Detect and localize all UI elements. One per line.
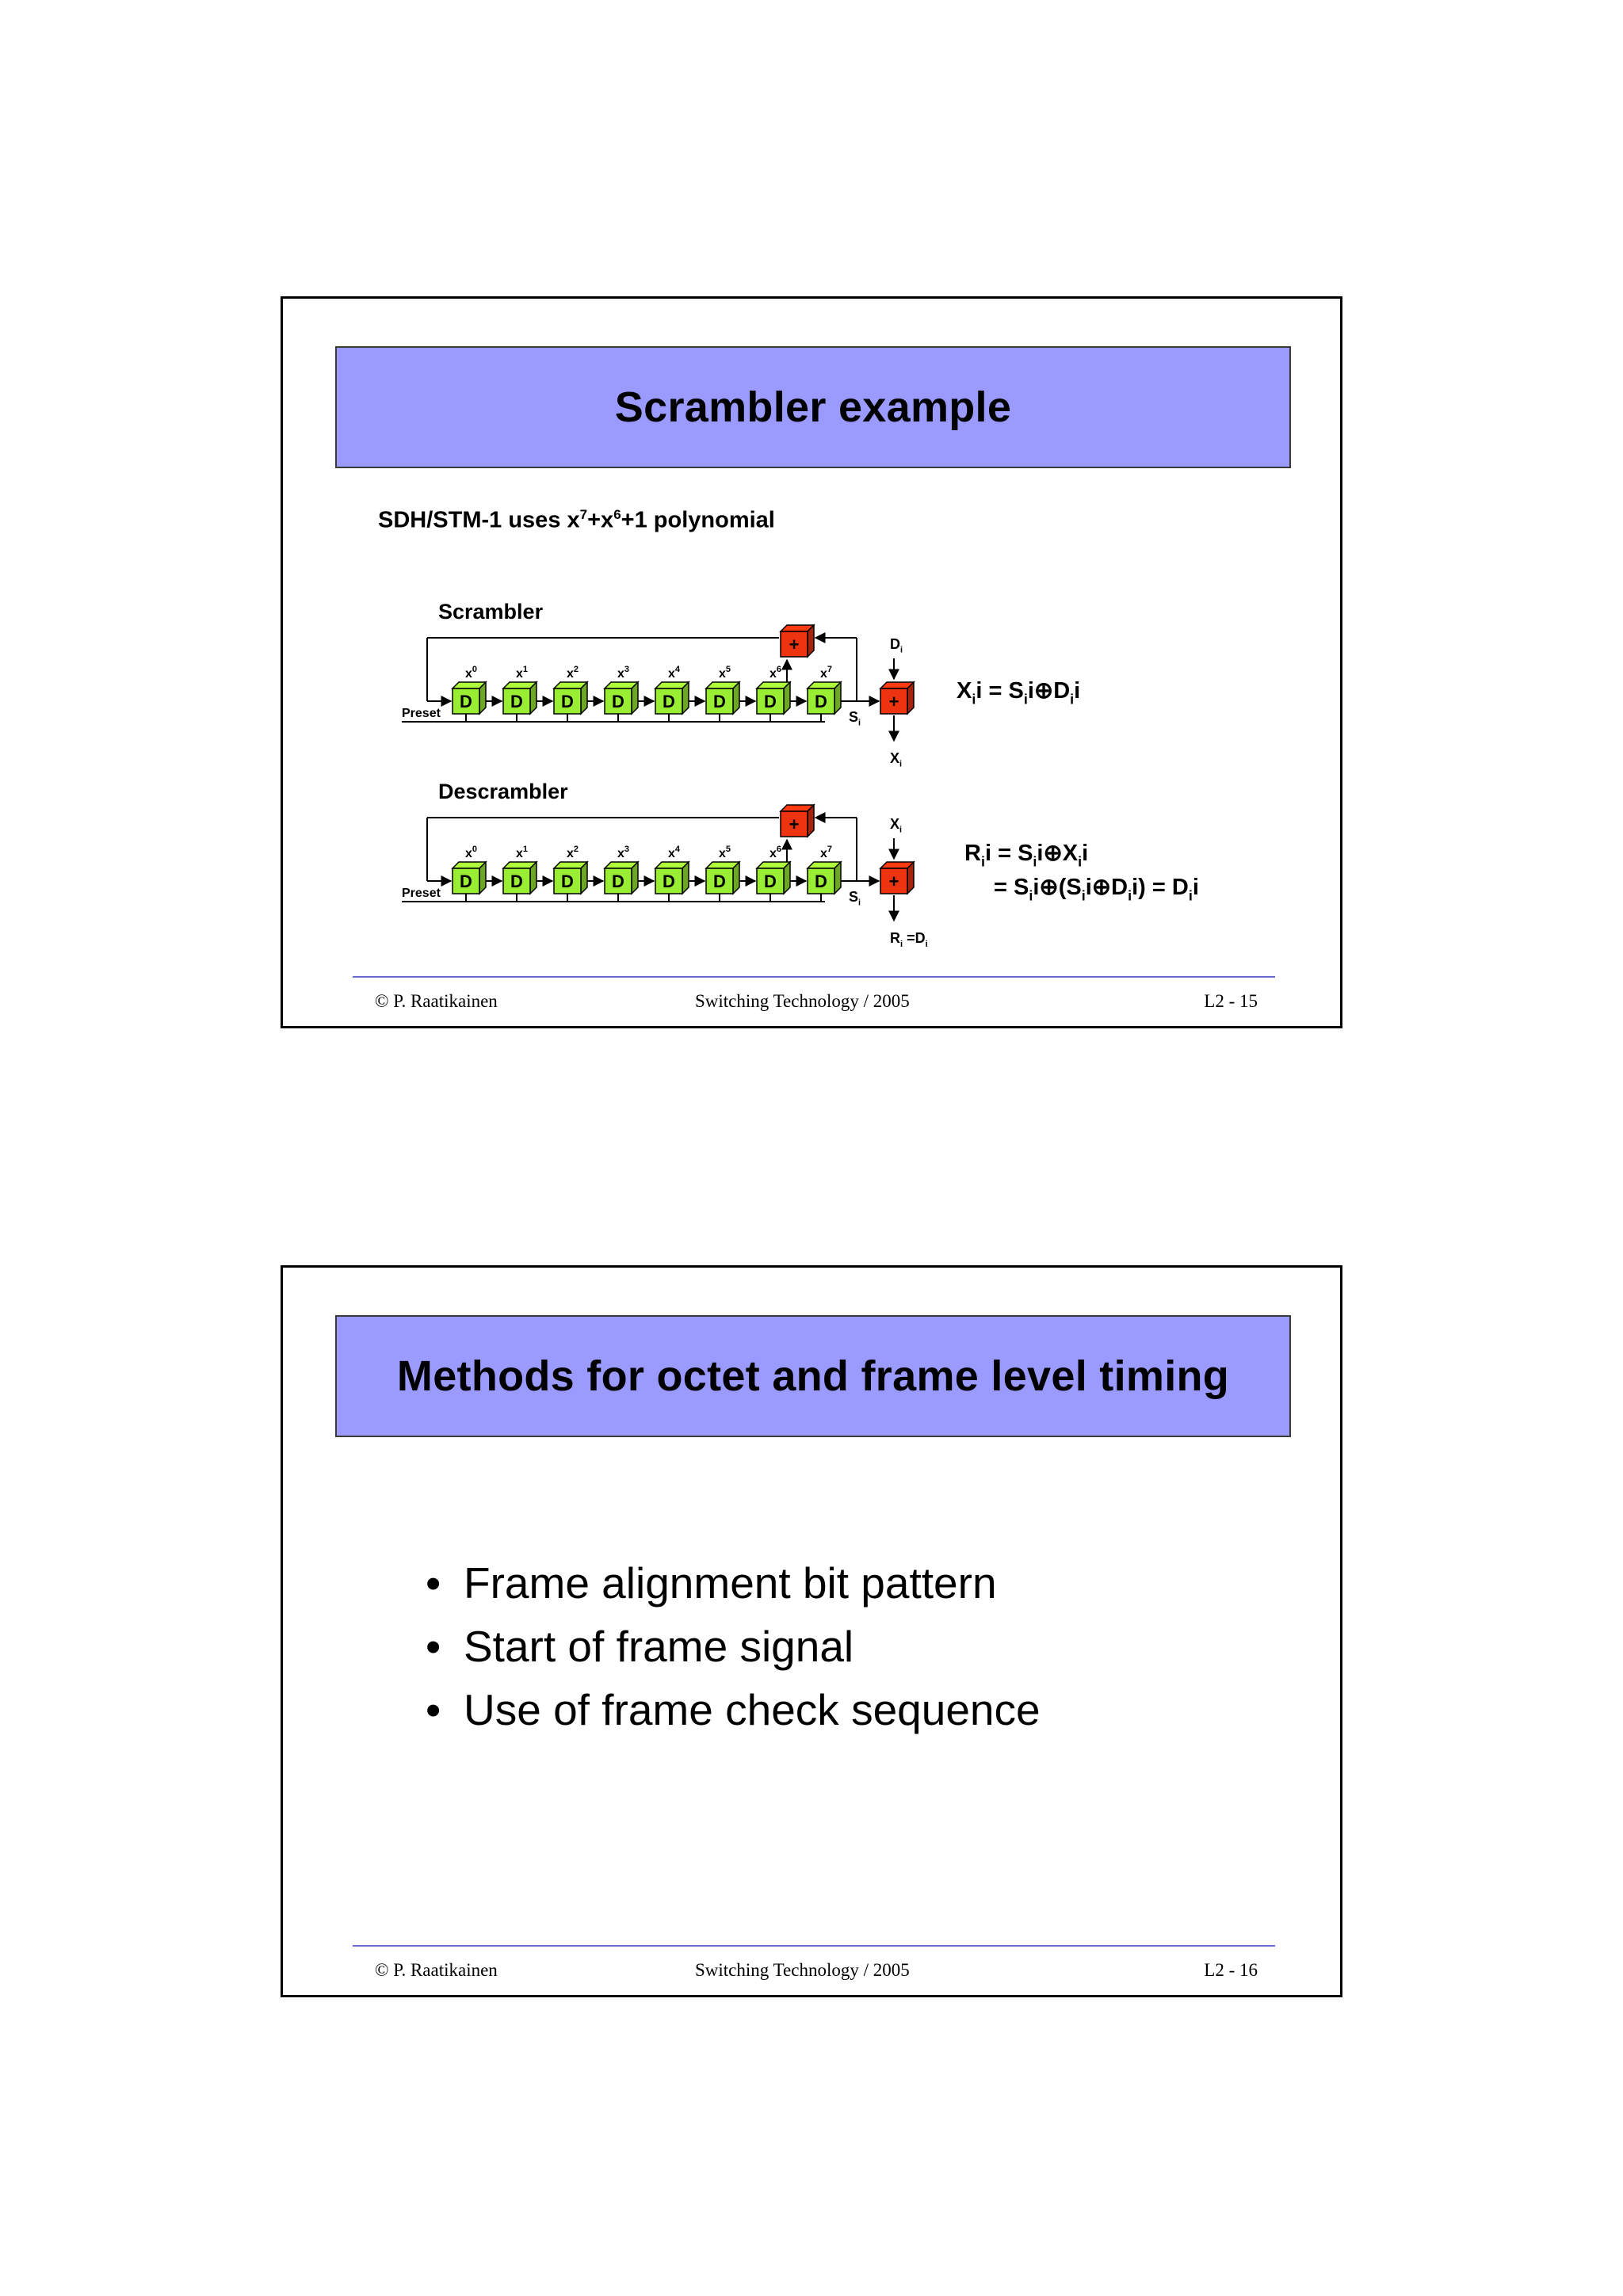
descrambler-register-0-label: D (460, 871, 472, 891)
descrambler-tap-label-7: $x^7$ (820, 845, 833, 860)
descrambler-tap-label-3: $x^3$ (617, 845, 630, 860)
scrambler-register-1-label: D (510, 692, 523, 711)
footer-page-number: L2 - 15 (1204, 991, 1258, 1011)
descrambler-register-3-side (632, 862, 638, 894)
list-item (426, 1615, 1041, 1678)
scrambler-feedback-xor-label: + (789, 635, 800, 654)
list-item (426, 1551, 1041, 1615)
descrambler-register-4-side (682, 862, 689, 894)
descrambler-tap-label-6: $x^6$ (769, 845, 782, 860)
descrambler-register-2-label: D (561, 871, 574, 891)
scrambler-descrambler-diagram (283, 299, 1345, 1031)
scrambler-input-label: $D_i$ (890, 636, 903, 655)
descrambler-register-6 (757, 862, 790, 894)
descrambler-register-7 (808, 862, 841, 894)
scrambler-register-3-label: D (612, 692, 624, 711)
bullet-icon: • (426, 1558, 441, 1608)
scrambler-register-5 (706, 682, 739, 714)
descrambler-output-xor-side (907, 862, 914, 894)
descrambler-output-xor (880, 862, 914, 894)
scrambler-tap-label-7: $x^7$ (820, 665, 833, 681)
scrambler-register-6-label: D (764, 692, 777, 711)
footer-course: Switching Technology / 2005 (695, 991, 910, 1011)
descrambler-register-3-label: D (612, 871, 624, 891)
descrambler-register-6-label: D (764, 871, 777, 891)
scrambler-tap-label-5: $x^5$ (719, 665, 731, 681)
descrambler-sequence-label: $S_i$ (849, 889, 861, 908)
scrambler-register-4-label: D (663, 692, 675, 711)
scrambler-tap-label-2: $x^2$ (567, 665, 579, 681)
descrambler-tap-label-2: $x^2$ (567, 845, 579, 860)
scrambler-register-1 (503, 682, 537, 714)
slide-scrambler-example (281, 296, 1342, 1028)
descrambler-register-1-label: D (510, 871, 523, 891)
scrambler-tap-label-0: $x^0$ (465, 665, 478, 681)
scrambler-register-6-side (784, 682, 790, 714)
scrambler-register-2 (554, 682, 587, 714)
descrambler-feedback-xor-label: + (789, 814, 800, 834)
descrambler-register-5-label: D (713, 871, 726, 891)
bullet-list (426, 1551, 1041, 1741)
scrambler-register-5-label: D (713, 692, 726, 711)
bullet-text: Use of frame check sequence (464, 1685, 1041, 1734)
scrambler-register-2-side (581, 682, 587, 714)
polynomial-prefix: SDH/STM-1 uses x (378, 507, 580, 533)
footer-page-number: L2 - 16 (1204, 1960, 1258, 1980)
descrambler-register-2 (554, 862, 587, 894)
scrambler-register-0-side (479, 682, 486, 714)
footer-author: © P. Raatikainen (375, 991, 498, 1011)
scrambler-feedback-xor (781, 625, 814, 657)
bullet-text: Frame alignment bit pattern (464, 1558, 997, 1608)
scrambler-output-xor-side (907, 682, 914, 714)
list-item (426, 1678, 1041, 1741)
scrambler-feedback-xor-side (808, 625, 814, 657)
descrambler-register-1 (503, 862, 537, 894)
scrambler-tap-label-3: $x^3$ (617, 665, 630, 681)
descrambler-preset-label: Preset (402, 887, 441, 900)
descrambler-tap-label-4: $x^4$ (668, 845, 681, 860)
descrambler-register-1-side (530, 862, 537, 894)
polynomial-exponent-7: 7 (579, 507, 588, 522)
scrambler-register-4 (655, 682, 689, 714)
scrambler-output-label: $X_i$ (890, 750, 903, 769)
bullet-icon: • (426, 1685, 441, 1734)
descrambler-tap-label-5: $x^5$ (719, 845, 731, 860)
descrambler-tap-label-1: $x^1$ (516, 845, 529, 860)
bullet-icon: • (426, 1622, 441, 1671)
descrambler-register-2-side (581, 862, 587, 894)
scrambler-equation: $X_ii$ = $S_ii\oplus D_ii$ (957, 678, 1081, 707)
scrambler-tap-label-6: $x^6$ (769, 665, 782, 681)
descrambler-register-6-side (784, 862, 790, 894)
footer-divider (353, 976, 1275, 978)
scrambler-register-5-side (733, 682, 739, 714)
slide-title: Methods for octet and frame level timing (396, 1352, 1230, 1400)
scrambler-register-4-side (682, 682, 689, 714)
polynomial-exponent-6: 6 (613, 507, 621, 522)
scrambler-output-xor-label: + (888, 692, 899, 711)
descrambler-feedback-xor (781, 805, 814, 837)
scrambler-label: Scrambler (438, 600, 544, 624)
polynomial-mid: +x (587, 507, 614, 533)
scrambler-register-7 (808, 682, 841, 714)
scrambler-tap-label-1: $x^1$ (516, 665, 529, 681)
descrambler-register-3 (605, 862, 638, 894)
descrambler-output-xor-label: + (888, 871, 899, 891)
footer-course: Switching Technology / 2005 (695, 1960, 910, 1980)
slide-title: Scrambler example (614, 383, 1012, 431)
descrambler-register-0 (453, 862, 486, 894)
scrambler-register-0 (453, 682, 486, 714)
scrambler-preset-label: Preset (402, 707, 441, 720)
descrambler-output-label: $R_i =D_i$ (890, 930, 928, 949)
scrambler-register-0-label: D (460, 692, 472, 711)
scrambler-register-1-side (530, 682, 537, 714)
scrambler-register-7-side (834, 682, 841, 714)
scrambler-output-xor (880, 682, 914, 714)
descrambler-register-7-side (834, 862, 841, 894)
bullet-text: Start of frame signal (464, 1622, 854, 1671)
descrambler-feedback-xor-side (808, 805, 814, 837)
descrambler-register-5 (706, 862, 739, 894)
descrambler-register-7-label: D (815, 871, 827, 891)
descrambler-label: Descrambler (438, 780, 568, 803)
scrambler-register-7-label: D (815, 692, 827, 711)
descrambler-register-0-side (479, 862, 486, 894)
scrambler-register-2-label: D (561, 692, 574, 711)
descrambler-equation-line-1: $R_ii$ = $S_ii\oplus X_ii$ (964, 841, 1089, 870)
descrambler-register-4 (655, 862, 689, 894)
slide-octet-frame-timing (281, 1265, 1342, 1997)
scrambler-register-3 (605, 682, 638, 714)
footer-author: © P. Raatikainen (375, 1960, 498, 1980)
scrambler-register-6 (757, 682, 790, 714)
polynomial-suffix: +1 polynomial (621, 507, 775, 533)
descrambler-register-5-side (733, 862, 739, 894)
scrambler-tap-label-4: $x^4$ (668, 665, 681, 681)
scrambler-sequence-label: $S_i$ (849, 709, 861, 728)
scrambler-register-3-side (632, 682, 638, 714)
descrambler-equation-line-2: = $S_ii\oplus(S_ii\oplus D_ii) = D_ii$ (994, 875, 1199, 904)
descrambler-input-label: $X_i$ (890, 816, 903, 835)
descrambler-tap-label-0: $x^0$ (465, 845, 478, 860)
slide-title-bar (335, 1315, 1291, 1437)
descrambler-register-4-label: D (663, 871, 675, 891)
footer-divider (353, 1945, 1275, 1947)
